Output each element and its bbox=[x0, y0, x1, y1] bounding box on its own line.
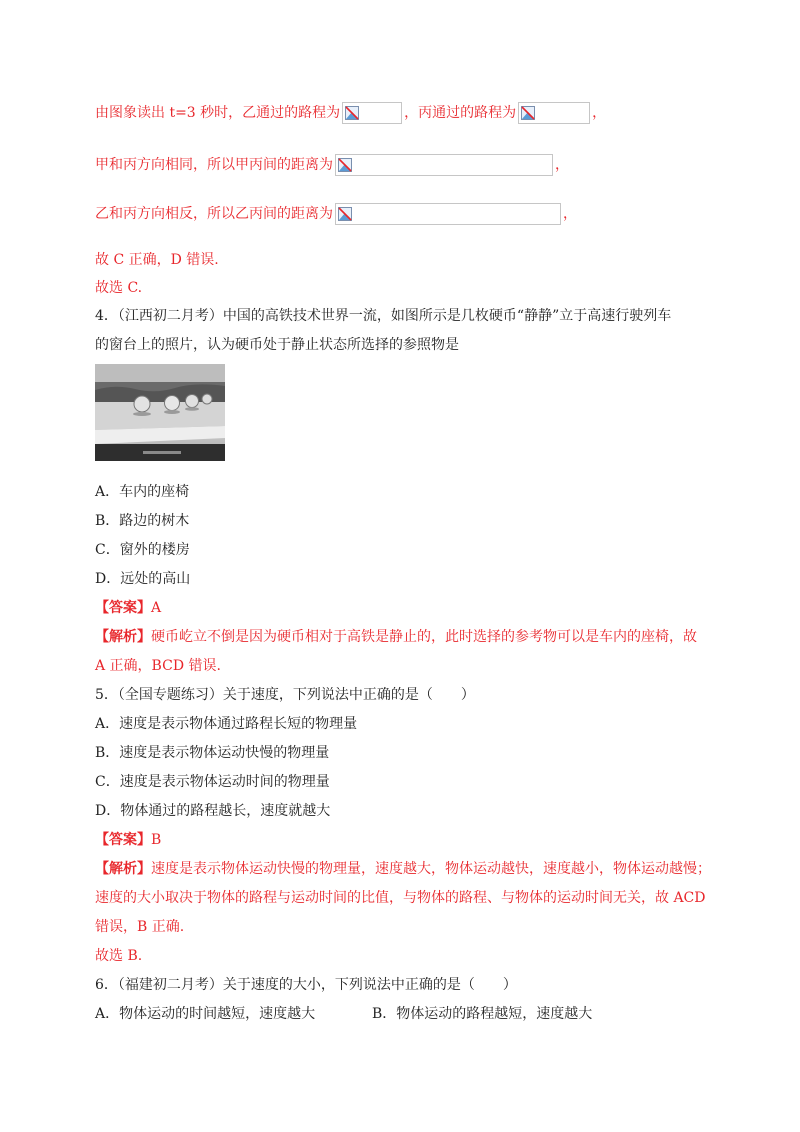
solution-text: ， bbox=[592, 105, 607, 121]
q4-analysis-line-2: A 正确，BCD 错误. bbox=[95, 658, 221, 674]
analysis-text: 速度是表示物体运动快慢的物理量，速度越大，物体运动越快，速度越小，物体运动越慢； bbox=[151, 861, 711, 877]
q6-option-a: A．物体运动的时间越短，速度越大 bbox=[95, 1006, 316, 1022]
analysis-tag: 【解析】 bbox=[95, 861, 151, 877]
q4-option-c: C．窗外的楼房 bbox=[95, 542, 190, 558]
solution-text: ， bbox=[563, 206, 577, 222]
q4-option-d: D．远处的高山 bbox=[95, 571, 191, 587]
q4-option-a: A．车内的座椅 bbox=[95, 484, 190, 500]
broken-image-icon bbox=[342, 102, 402, 124]
q5-analysis-line-1 bbox=[95, 859, 711, 879]
q5-choose: 故选 B. bbox=[95, 948, 143, 964]
q6-option-b: B．物体运动的路程越短，速度越大 bbox=[372, 1006, 593, 1022]
q5-option-c: C．速度是表示物体运动时间的物理量 bbox=[95, 774, 330, 790]
q6-stem: 6．（福建初二月考）关于速度的大小，下列说法中正确的是（ ） bbox=[95, 977, 517, 993]
q4-answer bbox=[95, 598, 161, 618]
solution-line-4: 故 C 正确，D 错误. bbox=[95, 252, 219, 268]
solution-text: 乙和丙方向相反，所以乙丙间的距离为 bbox=[95, 206, 333, 222]
answer-value: A bbox=[151, 600, 162, 616]
solution-line-2 bbox=[95, 154, 569, 176]
answer-tag: 【答案】 bbox=[95, 600, 151, 616]
solution-line-1 bbox=[95, 102, 606, 124]
solution-line-3 bbox=[95, 203, 577, 225]
q5-analysis-line-2: 速度的大小取决于物体的路程与运动时间的比值，与物体的路程、与物体的运动时间无关，故 ACD bbox=[95, 890, 706, 906]
answer-value: B bbox=[151, 832, 162, 848]
broken-image-icon bbox=[518, 102, 590, 124]
q5-option-a: A．速度是表示物体通过路程长短的物理量 bbox=[95, 716, 358, 732]
broken-image-icon bbox=[335, 203, 561, 225]
solution-line-5: 故选 C. bbox=[95, 280, 143, 296]
solution-text: 由图象读出 t=3 秒时，乙通过的路程为 bbox=[95, 105, 341, 121]
coins-on-train-window-photo bbox=[95, 364, 225, 461]
broken-image-icon bbox=[335, 154, 553, 176]
solution-text: ， bbox=[555, 157, 569, 173]
q4-stem-line-2: 的窗台上的照片，认为硬币处于静止状态所选择的参照物是 bbox=[95, 337, 459, 353]
q5-option-b: B．速度是表示物体运动快慢的物理量 bbox=[95, 745, 330, 761]
analysis-tag: 【解析】 bbox=[95, 629, 151, 645]
q5-analysis-line-3: 错误，B 正确. bbox=[95, 919, 185, 935]
q5-option-d: D．物体通过的路程越长，速度就越大 bbox=[95, 803, 331, 819]
solution-text: ，丙通过的路程为 bbox=[404, 105, 517, 121]
q4-analysis-line-1 bbox=[95, 627, 697, 647]
q4-option-b: B．路边的树木 bbox=[95, 513, 190, 529]
q5-answer bbox=[95, 830, 161, 850]
q4-stem-line-1: 4．（江西初二月考）中国的高铁技术世界一流，如图所示是几枚硬币“静静”立于高速行驶列车 bbox=[95, 308, 672, 324]
analysis-text: 硬币屹立不倒是因为硬币相对于高铁是静止的，此时选择的参考物可以是车内的座椅，故 bbox=[151, 629, 697, 645]
solution-text: 甲和丙方向相同，所以甲丙间的距离为 bbox=[95, 157, 333, 173]
q5-stem: 5．（全国专题练习）关于速度，下列说法中正确的是（ ） bbox=[95, 687, 475, 703]
answer-tag: 【答案】 bbox=[95, 832, 151, 848]
